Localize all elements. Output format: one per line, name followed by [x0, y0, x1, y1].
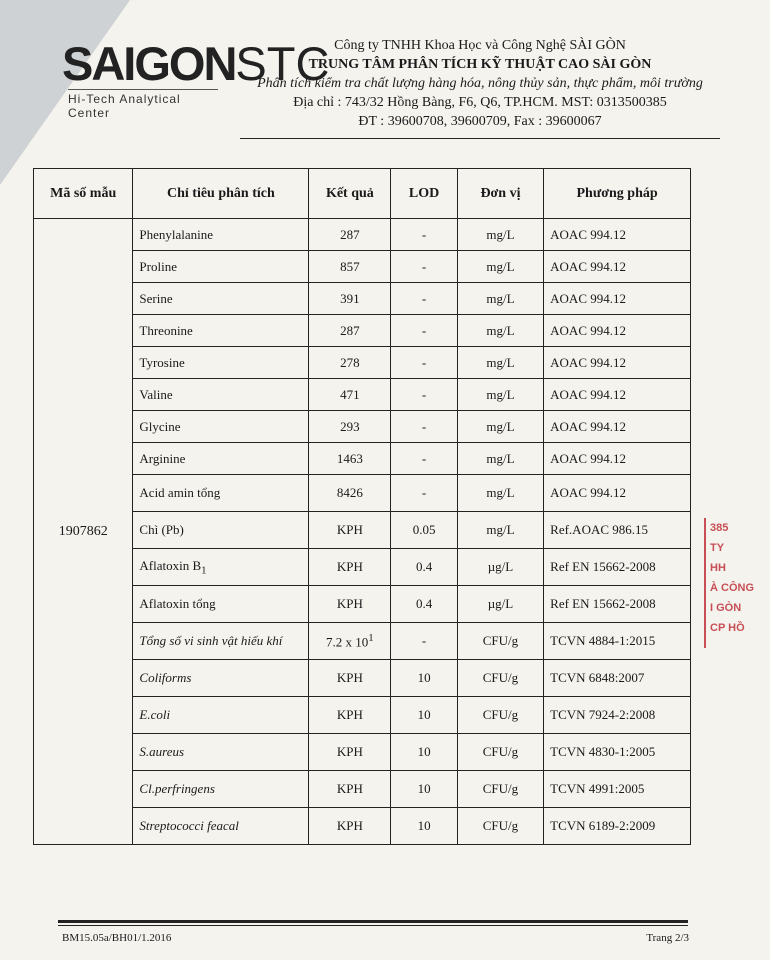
parameter-cell: Arginine [133, 443, 309, 475]
lod-cell: 10 [391, 734, 457, 771]
lod-cell: - [391, 219, 457, 251]
header-lod: LOD [391, 169, 457, 219]
table-row [34, 219, 691, 251]
table-header-row [34, 169, 691, 219]
result-cell: 8426 [309, 475, 391, 512]
result-cell: 287 [309, 219, 391, 251]
method-cell: AOAC 994.12 [544, 443, 691, 475]
parameter-cell: E.coli [133, 697, 309, 734]
result-cell: KPH [309, 808, 391, 845]
parameter-cell: Threonine [133, 315, 309, 347]
unit-cell: µg/L [457, 586, 543, 623]
unit-cell: mg/L [457, 475, 543, 512]
table-row [34, 697, 691, 734]
lod-cell: - [391, 283, 457, 315]
center-name: TRUNG TÂM PHÂN TÍCH KỸ THUẬT CAO SÀI GÒN [308, 57, 652, 72]
method-cell: AOAC 994.12 [544, 379, 691, 411]
parameter-cell: Proline [133, 251, 309, 283]
table-row [34, 283, 691, 315]
table-row [34, 771, 691, 808]
result-cell: KPH [309, 697, 391, 734]
table-row [34, 379, 691, 411]
unit-cell: mg/L [457, 379, 543, 411]
table-row [34, 347, 691, 379]
table-row [34, 512, 691, 549]
lod-cell: 10 [391, 697, 457, 734]
result-cell: KPH [309, 586, 391, 623]
table-row [34, 586, 691, 623]
header-method: Phương pháp [544, 169, 691, 219]
lod-cell: - [391, 411, 457, 443]
header-sample: Mã số mẫu [34, 169, 133, 219]
method-cell: TCVN 7924-2:2008 [544, 697, 691, 734]
form-code: BM15.05a/BH01/1.2016 [62, 932, 172, 944]
lod-cell: 0.4 [391, 549, 457, 586]
unit-cell: CFU/g [457, 660, 543, 697]
page-number: Trang 2/3 [646, 932, 689, 944]
result-cell: 391 [309, 283, 391, 315]
result-cell: KPH [309, 734, 391, 771]
header-parameter: Chỉ tiêu phân tích [133, 169, 309, 219]
parameter-cell: Glycine [133, 411, 309, 443]
method-cell: TCVN 4830-1:2005 [544, 734, 691, 771]
sample-id-cell: 1907862 [34, 219, 133, 845]
table-row [34, 475, 691, 512]
parameter-cell: Tổng số vi sinh vật hiếu khí [133, 623, 309, 660]
method-cell: AOAC 994.12 [544, 475, 691, 512]
table-row [34, 443, 691, 475]
unit-cell: CFU/g [457, 734, 543, 771]
result-cell: 1463 [309, 443, 391, 475]
unit-cell: mg/L [457, 219, 543, 251]
parameter-cell: Cl.perfringens [133, 771, 309, 808]
table-row [34, 549, 691, 586]
parameter-cell: Phenylalanine [133, 219, 309, 251]
parameter-cell: Aflatoxin $B_1$ [133, 549, 309, 586]
table-row [34, 251, 691, 283]
result-cell: 471 [309, 379, 391, 411]
parameter-cell: Serine [133, 283, 309, 315]
result-cell: 293 [309, 411, 391, 443]
unit-cell: CFU/g [457, 808, 543, 845]
method-cell: Ref EN 15662-2008 [544, 549, 691, 586]
result-cell: 7.2 x $10^1$ [309, 623, 391, 660]
lod-cell: 0.4 [391, 586, 457, 623]
company-name: Công ty TNHH Khoa Học và Công Nghệ SÀI GÒN [334, 38, 626, 53]
lod-cell: - [391, 347, 457, 379]
footer-divider [58, 920, 688, 923]
table-row [34, 660, 691, 697]
unit-cell: mg/L [457, 411, 543, 443]
logo-wordmark: SAIGONSTC [62, 37, 330, 90]
method-cell: AOAC 994.12 [544, 315, 691, 347]
unit-cell: mg/L [457, 512, 543, 549]
lod-cell: 10 [391, 660, 457, 697]
parameter-cell: Coliforms [133, 660, 309, 697]
unit-cell: µg/L [457, 549, 543, 586]
result-cell: 857 [309, 251, 391, 283]
result-cell: 278 [309, 347, 391, 379]
method-cell: Ref.AOAC 986.15 [544, 512, 691, 549]
result-cell: KPH [309, 660, 391, 697]
unit-cell: CFU/g [457, 697, 543, 734]
unit-cell: mg/L [457, 315, 543, 347]
lod-cell: 0.05 [391, 512, 457, 549]
unit-cell: mg/L [457, 251, 543, 283]
method-cell: Ref EN 15662-2008 [544, 586, 691, 623]
lod-cell: - [391, 475, 457, 512]
result-cell: KPH [309, 549, 391, 586]
parameter-cell: Tyrosine [133, 347, 309, 379]
method-cell: TCVN 4991:2005 [544, 771, 691, 808]
phone-line: ĐT : 39600708, 39600709, Fax : 39600067 [358, 114, 602, 129]
method-cell: AOAC 994.12 [544, 347, 691, 379]
lod-cell: 10 [391, 808, 457, 845]
unit-cell: mg/L [457, 443, 543, 475]
table-row [34, 315, 691, 347]
lod-cell: 10 [391, 771, 457, 808]
method-cell: AOAC 994.12 [544, 283, 691, 315]
company-stamp: 385 TY HH À CÔNG I GÒN CP HỒ [704, 518, 770, 648]
method-cell: AOAC 994.12 [544, 251, 691, 283]
lod-cell: - [391, 443, 457, 475]
parameter-cell: Chì (Pb) [133, 512, 309, 549]
unit-cell: CFU/g [457, 771, 543, 808]
lod-cell: - [391, 379, 457, 411]
unit-cell: CFU/g [457, 623, 543, 660]
result-cell: 287 [309, 315, 391, 347]
parameter-cell: Streptococci feacal [133, 808, 309, 845]
result-cell: KPH [309, 512, 391, 549]
footer-divider-thin [58, 925, 688, 926]
result-cell: KPH [309, 771, 391, 808]
header-result: Kết quả [309, 169, 391, 219]
company-logo [62, 37, 330, 120]
letterhead [240, 36, 720, 131]
results-table [33, 168, 691, 845]
logo-tagline: Hi-Tech Analytical Center [68, 89, 218, 120]
parameter-cell: Acid amin tổng [133, 475, 309, 512]
header-unit: Đơn vị [457, 169, 543, 219]
method-cell: AOAC 994.12 [544, 411, 691, 443]
table-row [34, 808, 691, 845]
parameter-cell: S.aureus [133, 734, 309, 771]
method-cell: TCVN 4884-1:2015 [544, 623, 691, 660]
activities-line: Phân tích kiểm tra chất lượng hàng hóa, nông thủy sản, thực phẩm, môi trường [257, 76, 703, 91]
unit-cell: mg/L [457, 283, 543, 315]
lod-cell: - [391, 623, 457, 660]
address-line: Địa chỉ : 743/32 Hồng Bàng, F6, Q6, TP.HCM. MST: 0313500385 [293, 95, 667, 110]
table-row [34, 411, 691, 443]
lod-cell: - [391, 251, 457, 283]
table-row [34, 734, 691, 771]
header-divider [240, 138, 720, 139]
lod-cell: - [391, 315, 457, 347]
parameter-cell: Aflatoxin tổng [133, 586, 309, 623]
method-cell: TCVN 6189-2:2009 [544, 808, 691, 845]
parameter-cell: Valine [133, 379, 309, 411]
method-cell: AOAC 994.12 [544, 219, 691, 251]
method-cell: TCVN 6848:2007 [544, 660, 691, 697]
table-row [34, 623, 691, 660]
unit-cell: mg/L [457, 347, 543, 379]
